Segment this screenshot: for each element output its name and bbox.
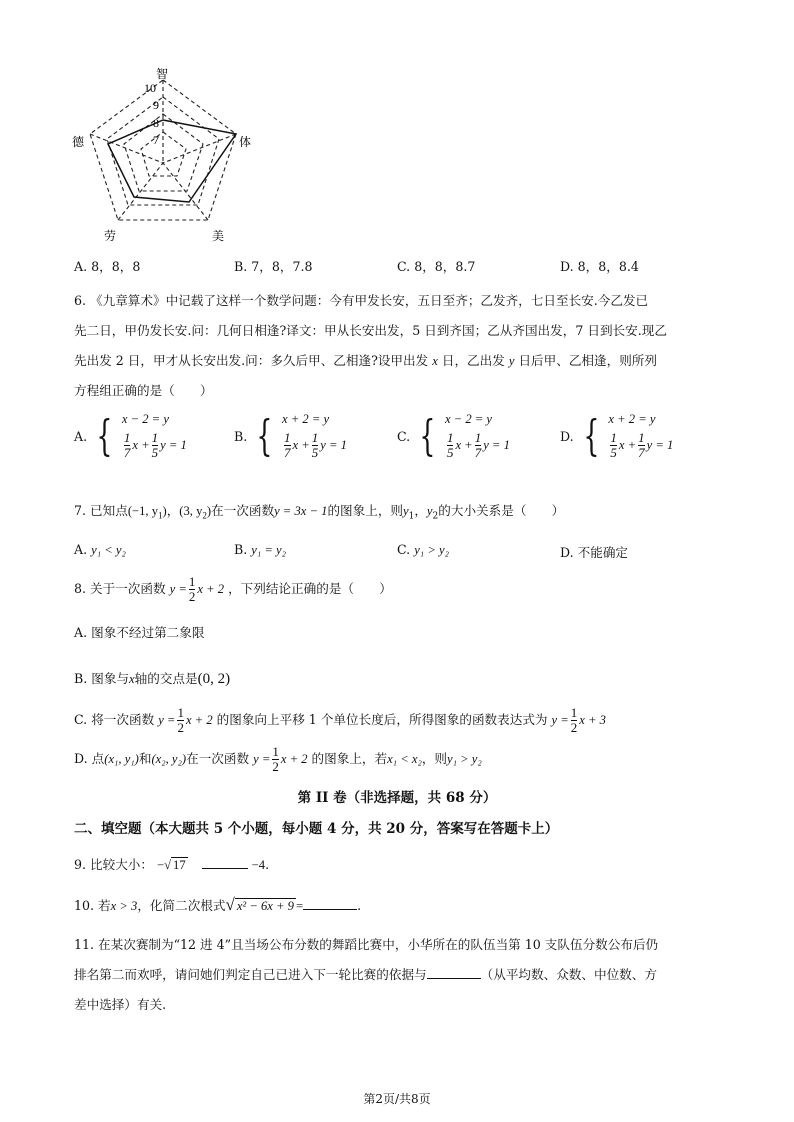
radar-tick-7: 7 (153, 133, 159, 147)
radar-score-polygon (108, 120, 236, 202)
radar-tick-8: 8 (153, 116, 159, 130)
q8-option-b: B. 图象与x轴的交点是(0, 2) (74, 671, 231, 687)
q6-option-b: B. { x + 2 = y $\frac{1}{7}$ x + $\frac{1}{5}$ y = 1 (234, 411, 347, 460)
q7-option-c: C. y₁ > y₂ (397, 542, 449, 557)
q11-line-1: 11. 在某次赛制为“12 进 4”且当场公布分数的舞蹈比赛中，小华所在的队伍当第 10 支队伍分数公布后仍 (74, 937, 659, 952)
q6-option-a: A. { x − 2 = y $\frac{1}{7}$ x + $\frac{1}{5}$ y = 1 (74, 411, 187, 460)
q11-answer-blank[interactable] (427, 966, 481, 979)
q9: 9. 比较大小： −√ 17 −4. (74, 857, 270, 872)
q8-option-a: A. 图象不经过第二象限 (74, 625, 205, 640)
radar-label-bottom-right: 美 (212, 229, 225, 243)
q5-option-c: C. 8，8，8.7 (397, 259, 476, 274)
q6-line-2: 先二日，甲仍发长安.问：几何日相逢?译文：甲从长安出发，5 日到齐国；乙从齐国出发，7 日到长安.现乙 (74, 323, 667, 338)
q11-line-3: 差中选择）有关. (74, 997, 167, 1012)
q10: 10. 若x > 3，化简二次根式√ x² − 6x + 9 = . (74, 895, 362, 914)
page-footer: 第2页/共8页 (363, 1092, 431, 1106)
q6-line-3: 先出发 2 日，甲才从长安出发.问：多久后甲、乙相逢?设甲出发 x 日，乙出发 y 日后甲、乙相逢，则所列 (74, 353, 657, 368)
radar-tick-9: 9 (153, 98, 159, 112)
q11-line-2: 排名第二而欢呼，请问她们判定自己已进入下一轮比赛的依据与 （从平均数、众数、中位数、方 (74, 967, 657, 982)
q8-stem: 8. 关于一次函数 y = $\frac{1}{2}$ x + 2 ，下列结论正确的是（ ） (74, 574, 392, 604)
q8-option-d: D. 点(x₁, y₁)和(x₂, y₂)在一次函数 y = $\frac{1}{2}$ x + 2 的图象上，若x₁ < x₂，则y₁ > y₂ (74, 744, 482, 774)
q5-option-d: D. 8，8，8.4 (560, 259, 639, 274)
radar-chart (64, 62, 274, 246)
q7-option-b: B. y₁ = y₂ (234, 542, 287, 557)
q5-option-a: A. 8，8，8 (74, 259, 141, 274)
q6-line-1: 6. 《九章算术》中记载了这样一个数学问题：今有甲发长安，五日至齐；乙发齐，七日至长安.今乙发已 (74, 293, 649, 308)
q6-line-4: 方程组正确的是（ ） (74, 383, 213, 398)
q8-option-c: C. 将一次函数 y = $\frac{1}{2}$ x + 2 的图象向上平移 1 个单位长度后，所得图象的函数表达式为 y = $\frac{1}{2}$ x + 3 (74, 705, 606, 735)
q7-stem: 7. 已知点(−1, $y_1$)，(3, $y_2$)在一次函数y = 3x − 1的图象上，则$y_1$，$y_2$的大小关系是（ ） (74, 503, 565, 522)
section2-title: 二、填空题（本大题共 5 个小题，每小题 4 分，共 20 分，答案写在答题卡上） (74, 821, 559, 837)
q7-option-d: D. 不能确定 (560, 545, 629, 560)
q9-answer-blank[interactable] (202, 856, 248, 869)
radar-tick-10: 10 (144, 81, 156, 95)
q7-option-a: A. y₁ < y₂ (74, 542, 126, 557)
q5-option-b: B. 7，8，7.8 (234, 259, 313, 274)
q6-option-d: D. { x + 2 = y $\frac{1}{5}$ x + $\frac{1}{7}$ y = 1 (560, 411, 674, 460)
q10-answer-blank[interactable] (303, 897, 357, 910)
radar-label-top: 智 (155, 67, 169, 81)
radar-label-bottom-left: 劳 (104, 229, 117, 243)
radar-label-right: 体 (239, 135, 252, 149)
part2-title: 第 II 卷（非选择题，共 68 分） (297, 790, 497, 806)
q6-option-c: C. { x − 2 = y $\frac{1}{5}$ x + $\frac{1}{7}$ y = 1 (397, 411, 510, 460)
radar-label-left: 德 (72, 135, 85, 149)
